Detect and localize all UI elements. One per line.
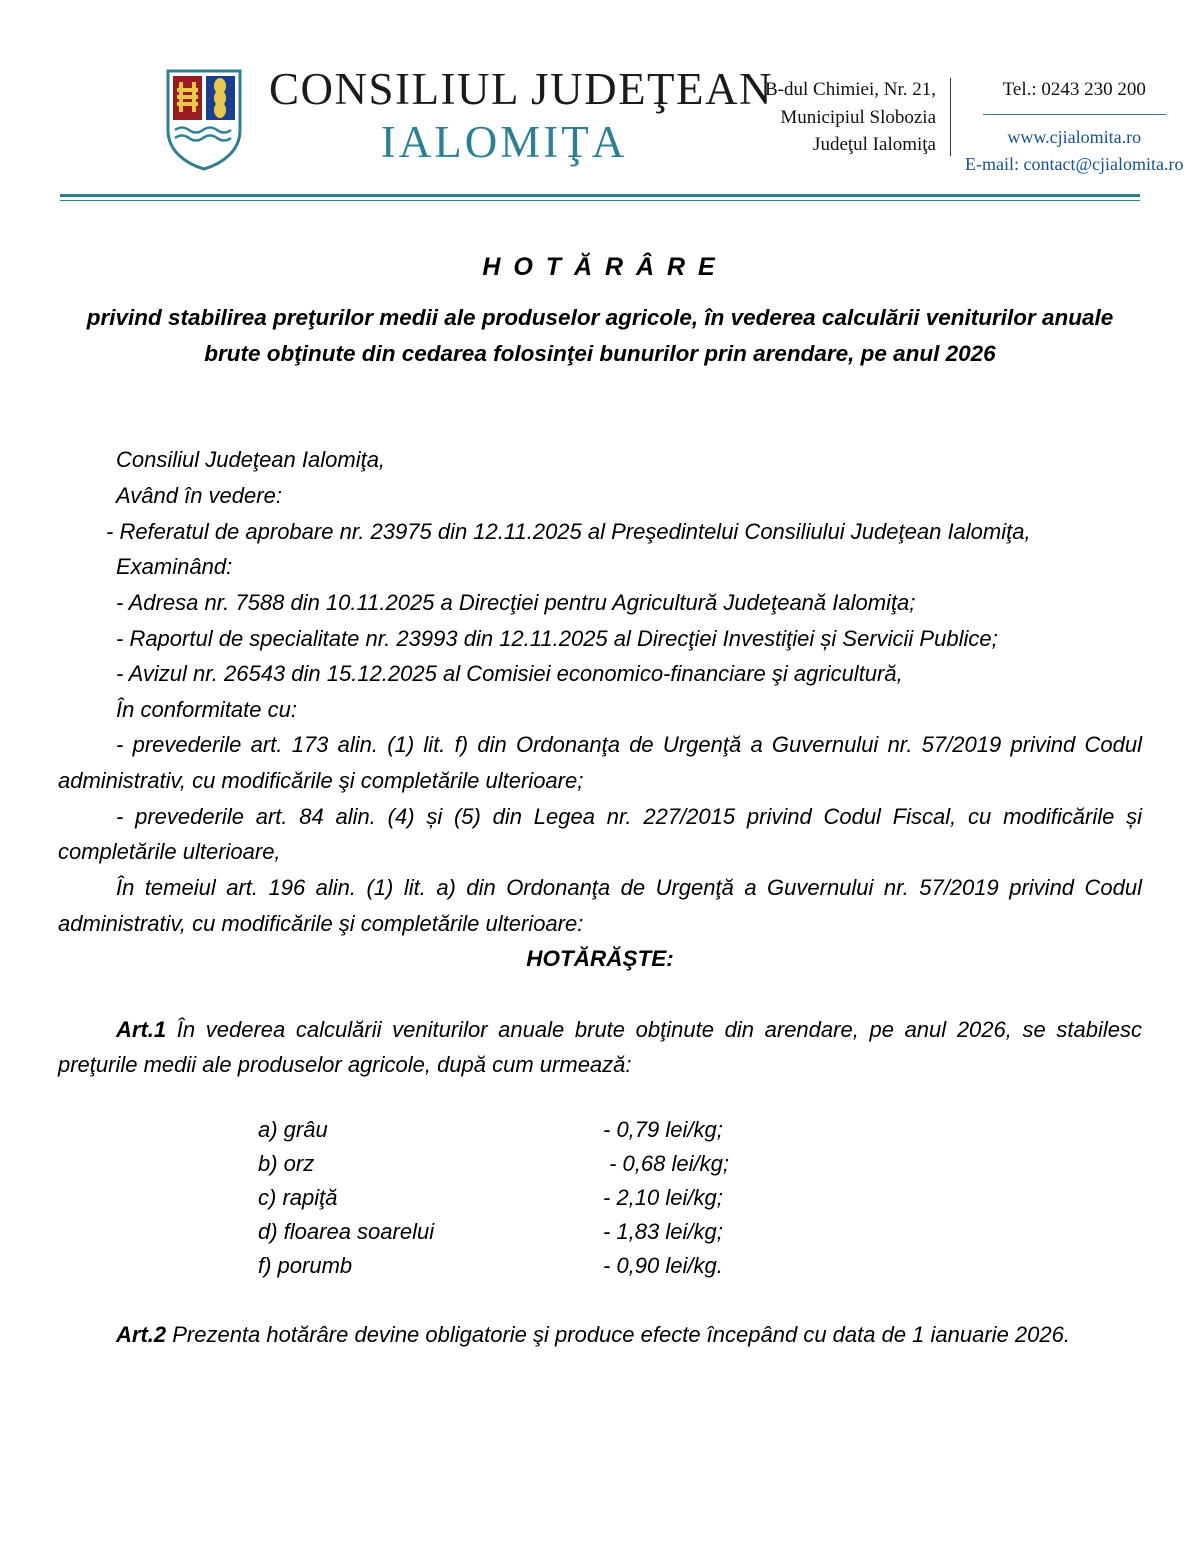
list-item: [258, 1147, 1142, 1181]
article-2: [58, 1317, 1142, 1353]
document-body: [0, 253, 1200, 1353]
article-2-label: Art.2: [116, 1322, 167, 1348]
org-name-line2: IALOMIŢA: [380, 117, 628, 168]
decision-heading: HOTĂRĂŞTE:: [526, 946, 674, 972]
address-line-2: Municipiul Slobozia: [780, 106, 936, 128]
contact-block: [765, 60, 1184, 178]
preamble-paragraph: Examinând:: [116, 554, 233, 580]
product-price: - 0,79 lei/kg;: [603, 1116, 723, 1142]
org-name-line1: CONSILIUL JUDEŢEAN: [269, 64, 774, 114]
article-2-text: Prezenta hotărâre devine obligatorie şi produce efecte începând cu data de 1 ianuarie 2026.: [166, 1322, 1070, 1348]
product-price: - 0,68 lei/kg;: [603, 1150, 729, 1176]
phone-number: Tel.: 0243 230 200: [1002, 79, 1146, 100]
preamble-paragraph: - prevederile art. 173 alin. (1) lit. f) din Ordonanţa de Urgenţă a Guvernului nr. 57/2019 privind Codul administrativ, cu modificările şi completările ulterioare;: [58, 732, 1142, 793]
preamble-paragraph: În temeiul art. 196 alin. (1) lit. a) din Ordonanţa de Urgenţă a Guvernului nr. 57/2019 privind Codul administrativ, cu modificările şi completările ulterioare:: [58, 874, 1142, 936]
product-name: a) grâu: [258, 1116, 328, 1142]
preamble-paragraph: - Adresa nr. 7588 din 10.11.2025 a Direcţiei pentru Agricultură Judeţeană Ialomiţa;: [116, 589, 916, 615]
county-coat-of-arms-icon: [165, 68, 243, 172]
preamble-paragraph: Având în vedere:: [116, 483, 282, 508]
address-line-1: B-dul Chimiei, Nr. 21,: [765, 79, 936, 100]
article-1-text: În vederea calculării veniturilor anuale brute obţinute din arendare, pe anul 2026, se stabilesc preţurile medii ale produselor agricole, după cum urmează:: [58, 1016, 1142, 1078]
address-block: [765, 76, 950, 159]
product-name: d) floarea soarelui: [258, 1219, 435, 1245]
accent-rule: [983, 114, 1166, 115]
list-item: [258, 1249, 1142, 1283]
list-item: [258, 1215, 1142, 1249]
preamble-paragraph: - Raportul de specialitate nr. 23993 din 12.11.2025 al Direcţiei Investiţiei și Servicii Publice;: [116, 625, 998, 651]
document-subtitle: privind stabilirea preţurilor medii ale produselor agricole, în vederea calculării veniturilor anuale brute obţinute din cedarea folosinţei bunurilor prin arendare, pe anul 2026: [86, 304, 1114, 366]
price-list: [58, 1113, 1142, 1283]
product-price: - 1,83 lei/kg;: [603, 1219, 723, 1245]
product-price: - 0,90 lei/kg.: [603, 1253, 723, 1279]
product-name: c) rapiţă: [258, 1185, 338, 1210]
product-price: - 2,10 lei/kg;: [603, 1185, 723, 1210]
preamble-paragraph: - Referatul de aprobare nr. 23975 din 12.11.2025 al Preşedintelui Consiliului Judeţean Ialomiţa,: [106, 518, 1031, 544]
list-item: [258, 1181, 1142, 1215]
product-name: b) orz: [258, 1150, 315, 1176]
article-1-label: Art.1: [116, 1016, 167, 1042]
preamble: [58, 442, 1142, 977]
web-contact-block: [951, 76, 1184, 178]
preamble-paragraph: Consiliul Judeţean Ialomiţa,: [116, 447, 386, 473]
website-link[interactable]: www.cjialomita.ro: [1007, 126, 1142, 147]
letterhead: [0, 0, 1200, 178]
header-separator: [60, 194, 1140, 201]
preamble-paragraph: - prevederile art. 84 alin. (4) și (5) din Legea nr. 227/2015 privind Codul Fiscal, cu modificările și completările ulterioare,: [58, 803, 1142, 865]
organization-title: [269, 60, 774, 169]
preamble-paragraph: În conformitate cu:: [116, 696, 297, 722]
list-item: [258, 1113, 1142, 1147]
document-title: H O T Ă R Â R E: [482, 252, 718, 281]
preamble-paragraph: - Avizul nr. 26543 din 15.12.2025 al Comisiei economico-financiare şi agricultură,: [116, 661, 903, 687]
address-line-3: Judeţul Ialomiţa: [813, 134, 936, 156]
email-link[interactable]: E-mail: contact@cjialomita.ro: [965, 153, 1184, 174]
article-1: [58, 1012, 1142, 1083]
product-name: f) porumb: [258, 1253, 353, 1279]
